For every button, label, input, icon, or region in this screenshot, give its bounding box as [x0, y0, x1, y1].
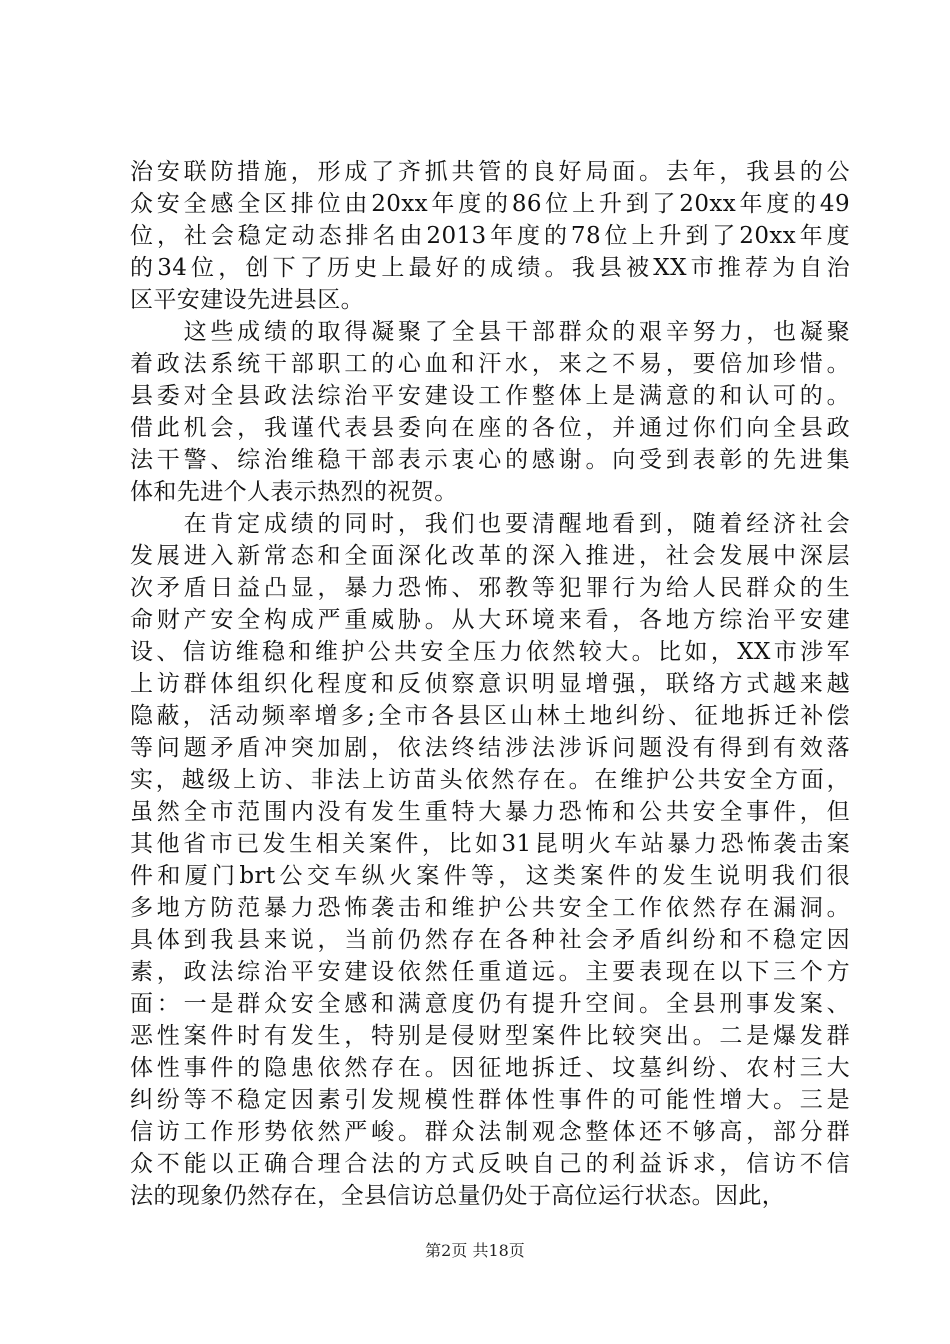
text-line: 发展进入新常态和全面深化改革的深入推进，社会发展中深层 [130, 543, 850, 569]
text-line: 位，社会稳定动态排名由2013年度的78位上升到了20xx年度 [130, 223, 850, 249]
text-line: 实，越级上访、非法上访苗头依然存在。在维护公共安全方面， [130, 767, 850, 793]
text-line: 在肯定成绩的同时，我们也要清醒地看到，随着经济社会 [130, 511, 850, 537]
text-line: 体和先进个人表示热烈的祝贺。 [130, 479, 458, 505]
text-line: 众不能以正确合理合法的方式反映自己的利益诉求，信访不信 [130, 1151, 850, 1177]
text-line: 治安联防措施，形成了齐抓共管的良好局面。去年，我县的公 [130, 159, 850, 185]
paragraph [130, 508, 850, 1212]
text-line: 设、信访维稳和维护公共安全压力依然较大。比如，XX市涉军 [130, 639, 850, 665]
text-line: 法干警、综治维稳干部表示衷心的感谢。向受到表彰的先进集 [130, 447, 850, 473]
text-line: 体性事件的隐患依然存在。因征地拆迁、坟墓纠纷、农村三大 [130, 1055, 850, 1081]
body-text [130, 156, 850, 1212]
text-line: 这些成绩的取得凝聚了全县干部群众的艰辛努力，也凝聚 [130, 319, 850, 345]
text-line: 的34位，创下了历史上最好的成绩。我县被XX市推荐为自治 [130, 255, 850, 281]
text-line: 上访群体组织化程度和反侦察意识明显增强，联络方式越来越 [130, 671, 850, 697]
text-line: 命财产安全构成严重威胁。从大环境来看，各地方综治平安建 [130, 607, 850, 633]
text-line: 具体到我县来说，当前仍然存在各种社会矛盾纠纷和不稳定因 [130, 927, 850, 953]
text-line: 虽然全市范围内没有发生重特大暴力恐怖和公共安全事件，但 [130, 799, 850, 825]
text-line: 借此机会，我谨代表县委向在座的各位，并通过你们向全县政 [130, 415, 850, 441]
text-line: 纠纷等不稳定因素引发规模性群体性事件的可能性增大。三是 [130, 1087, 850, 1113]
paragraph [130, 156, 850, 316]
text-line: 隐蔽，活动频率增多;全市各县区山林土地纠纷、征地拆迁补偿 [130, 703, 850, 729]
text-line: 信访工作形势依然严峻。群众法制观念整体还不够高，部分群 [130, 1119, 850, 1145]
page-footer: 第2页 共18页 [425, 1241, 525, 1260]
text-line: 件和厦门brt公交车纵火案件等，这类案件的发生说明我们很 [130, 863, 850, 889]
text-line: 其他省市已发生相关案件，比如31昆明火车站暴力恐怖袭击案 [130, 831, 850, 857]
text-line: 多地方防范暴力恐怖袭击和维护公共安全工作依然存在漏洞。 [130, 895, 850, 921]
text-line: 县委对全县政法综治平安建设工作整体上是满意的和认可的。 [130, 383, 850, 409]
text-line: 素，政法综治平安建设依然任重道远。主要表现在以下三个方 [130, 959, 850, 985]
paragraph [130, 316, 850, 508]
text-line: 次矛盾日益凸显，暴力恐怖、邪教等犯罪行为给人民群众的生 [130, 575, 850, 601]
text-line: 法的现象仍然存在，全县信访总量仍处于高位运行状态。因此， [130, 1183, 786, 1209]
text-line: 恶性案件时有发生，特别是侵财型案件比较突出。二是爆发群 [130, 1023, 850, 1049]
text-line: 等问题矛盾冲突加剧，依法终结涉法涉诉问题没有得到有效落 [130, 735, 850, 761]
text-line: 区平安建设先进县区。 [130, 287, 364, 313]
text-line: 众安全感全区排位由20xx年度的86位上升到了20xx年度的49 [130, 191, 850, 217]
text-line: 着政法系统干部职工的心血和汗水，来之不易，要倍加珍惜。 [130, 351, 850, 377]
text-line: 面：一是群众安全感和满意度仍有提升空间。全县刑事发案、 [130, 991, 850, 1017]
